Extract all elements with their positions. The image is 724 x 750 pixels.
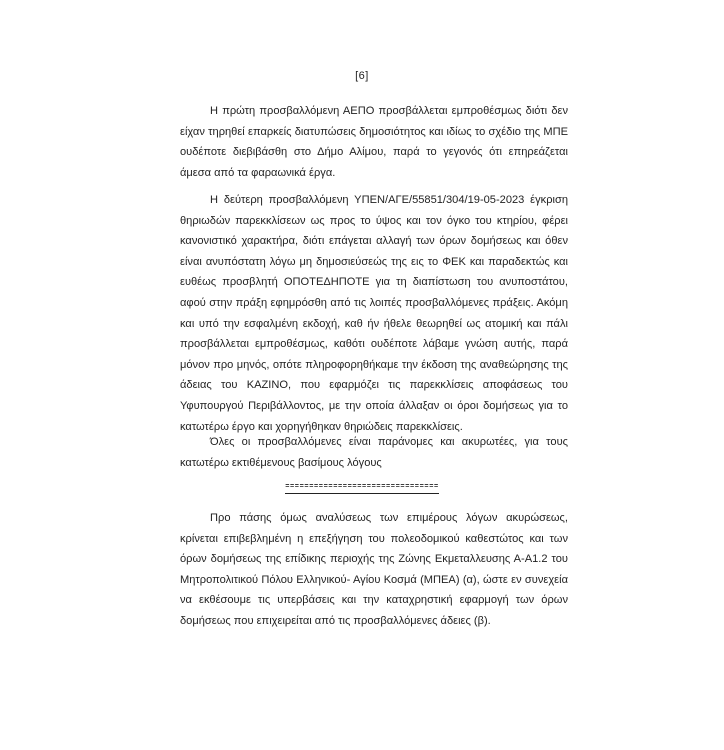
- paragraph-zoning-intro: [180, 508, 568, 632]
- section-separator: [0, 482, 724, 494]
- paragraph-second-approval: [180, 190, 568, 437]
- page-number: [6]: [355, 70, 369, 82]
- paragraph-first-aepo: [180, 101, 568, 183]
- paragraph-text: Όλες οι προσβαλλόμενες είναι παράνομες και ακυρωτέες, για τους κατωτέρω εκτιθέμενους βασίμους λόγους: [180, 436, 568, 469]
- paragraph-text: Προ πάσης όμως αναλύσεως των επιμέρους λόγων ακυρώσεως, κρίνεται επιβεβλημένη η επεξήγηση του πολεοδομικού καθεστώτος και των όρων δομήσεως της επίδικης περιοχής της Ζώνης Εκμεταλλευσης Α-Α1.2 του Μητροπολιτικού Πόλου Ελληνικού- Αγίου Κοσμά (ΜΠΕΑ) (α), ώστε εν συνεχεία να εκθέσουμε τις υπερβάσεις και την καταχρηστική εφαρμογή των όρων δομήσεως που επιχειρείται από τις προσβαλλόμενες άδειες (β).: [180, 512, 568, 627]
- paragraph-conclusion: [180, 432, 568, 473]
- paragraph-text: Η δεύτερη προσβαλλόμενη ΥΠΕΝ/ΑΓΕ/55851/304/19-05-2023 έγκριση θηριωδών παρεκκλίσεων ως προς το ύψος και τον όγκο του κτηρίου, φέρει κανονιστικό χαρακτήρα, διότι επάγεται αλλαγή των όρων δομήσεως και όθεν είναι ανυπόστατη λόγω μη δημοσιεύσεώς της εις το ΦΕΚ και παραδεκτώς και ευθέως προσβλητή ΟΠΟΤΕΔΗΠΟΤΕ για τη διαπίστωση του ανυποστάτου, αφού στην πράξη εφημρόσθη από τις λοιπές προσβαλλόμενες πράξεις. Ακόμη και υπό την εσφαλμένη εκδοχή, καθ ήν ήθελε θεωρηθεί ως ατομική και πάλι προσβάλλεται εμπροθέσμως, καθότι ουδέποτε λάβαμε γνώση αυτής, παρά μόνον προ μηνός, οπότε πληροφορηθήκαμε την έκδοση της αναθεώρησης της άδειας του ΚΑΖΙΝΟ, που εφαρμόζει τις παρεκκλίσεις αποφάσεως του Υφυπουργού Περιβάλλοντος, με την οποία άλλαξαν οι όροι δομήσεως για το κατωτέρω έργο και χορηγήθηκαν θηριώδεις παρεκκλίσεις.: [180, 194, 568, 433]
- paragraph-text: Η πρώτη προσβαλλόμενη ΑΕΠΟ προσβάλλεται εμπροθέσμως διότι δεν είχαν τηρηθεί επαρκείς διατυπώσεις δημοσιότητος και ιδίως το σχέδιο της ΜΠΕ ουδέποτε διεβιβάσθη στο Δήμο Αλίμου, παρά το γεγονός ότι επηρεάζεται άμεσα από τα φαραωνικά έργα.: [180, 105, 568, 179]
- separator-line: ================================: [285, 482, 439, 494]
